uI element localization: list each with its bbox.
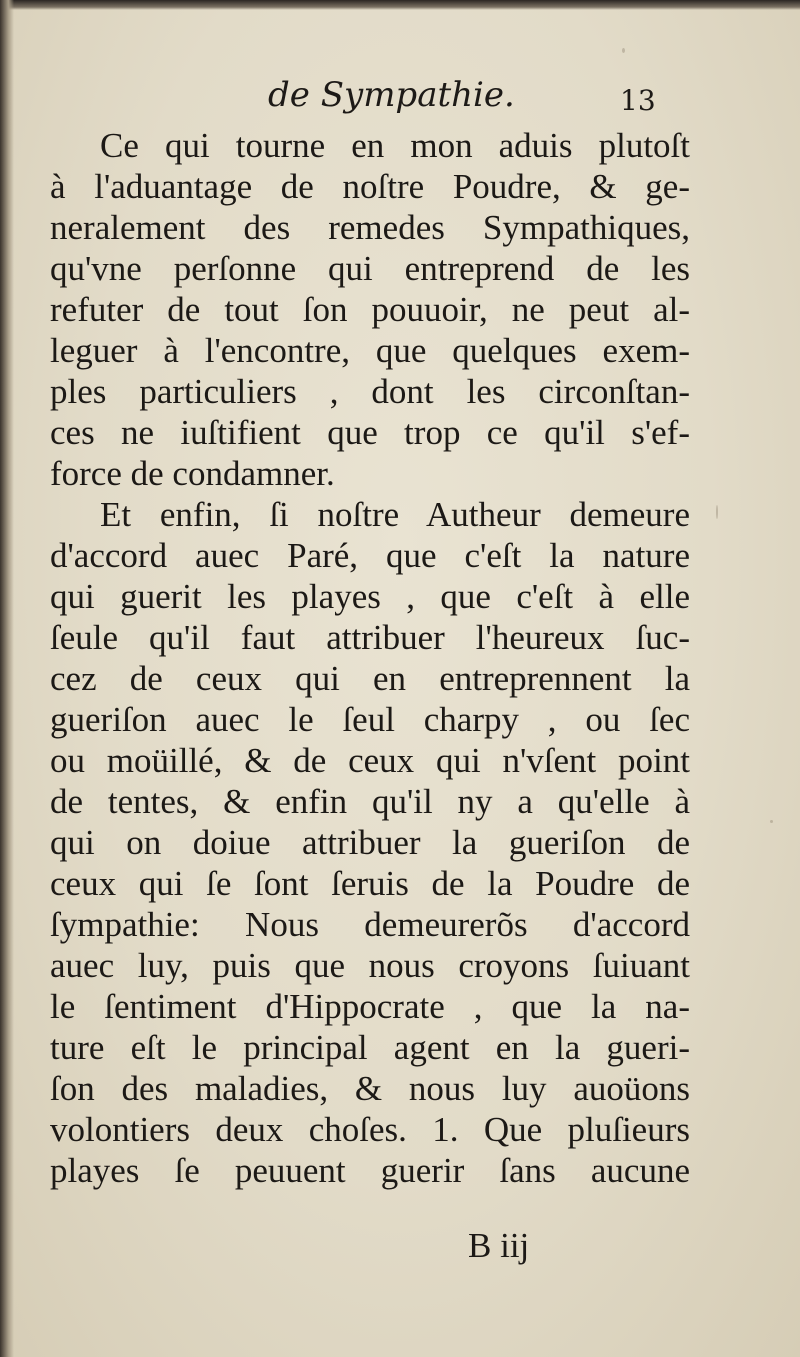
text-line: ſympathie: Nous demeurerõs d'accord xyxy=(50,905,690,944)
text-line: cez de ceux qui en entreprennent la xyxy=(50,659,690,698)
page-number: 13 xyxy=(620,84,656,117)
text-line: de tentes, & enfin qu'il ny a qu'elle à xyxy=(50,782,690,821)
text-line: ces ne iuſtifient que trop ce qu'il s'ef- xyxy=(50,413,690,452)
text-line: refuter de tout ſon pouuoir, ne peut al- xyxy=(50,290,690,329)
text-line: Et enfin, ſi noſtre Autheur demeure xyxy=(100,495,690,534)
text-line: leguer à l'encontre, que quelques exem- xyxy=(50,331,690,370)
text-line: volontiers deux choſes. 1. Que pluſieurs xyxy=(50,1110,690,1149)
page-gutter-shadow xyxy=(0,0,14,1357)
text-line: ture eſt le principal agent en la gueri- xyxy=(50,1028,690,1067)
text-line: ples particuliers , dont les circonſtan- xyxy=(50,372,690,411)
running-head-title: de Sympathie. xyxy=(268,75,515,115)
paper-speck xyxy=(770,820,773,823)
text-line: ou moüillé, & de ceux qui n'vſent point xyxy=(50,741,690,780)
text-line: ceux qui ſe ſont ſeruis de la Poudre de xyxy=(50,864,690,903)
text-line: qui guerit les playes , que c'eſt à elle xyxy=(50,577,690,616)
text-line: gueriſon auec le ſeul charpy , ou ſec xyxy=(50,700,690,739)
body-text xyxy=(50,125,690,1191)
paper-speck xyxy=(622,48,625,53)
running-head xyxy=(0,70,800,120)
text-line: d'accord auec Paré, que c'eſt la nature xyxy=(50,536,690,575)
text-line: qu'vne perſonne qui entreprend de les xyxy=(50,249,690,288)
text-line: Ce qui tourne en mon aduis plutoſt xyxy=(100,126,690,165)
text-line: playes ſe peuuent guerir ſans aucune xyxy=(50,1151,690,1190)
text-line: ſeule qu'il faut attribuer l'heureux ſuc- xyxy=(50,618,690,657)
text-line: qui on doiue attribuer la gueriſon de xyxy=(50,823,690,862)
text-line: ſon des maladies, & nous luy auoüons xyxy=(50,1069,690,1108)
text-line: force de condamner. xyxy=(50,454,335,493)
page-top-edge-shadow xyxy=(0,0,800,10)
text-line: neralement des remedes Sympathiques, xyxy=(50,208,690,247)
text-line: à l'aduantage de noſtre Poudre, & ge- xyxy=(50,167,690,206)
paper-speck xyxy=(716,505,718,519)
text-line: le ſentiment d'Hippocrate , que la na- xyxy=(50,987,690,1026)
signature-mark: B iij xyxy=(468,1226,530,1265)
text-line: auec luy, puis que nous croyons ſuiuant xyxy=(50,946,690,985)
